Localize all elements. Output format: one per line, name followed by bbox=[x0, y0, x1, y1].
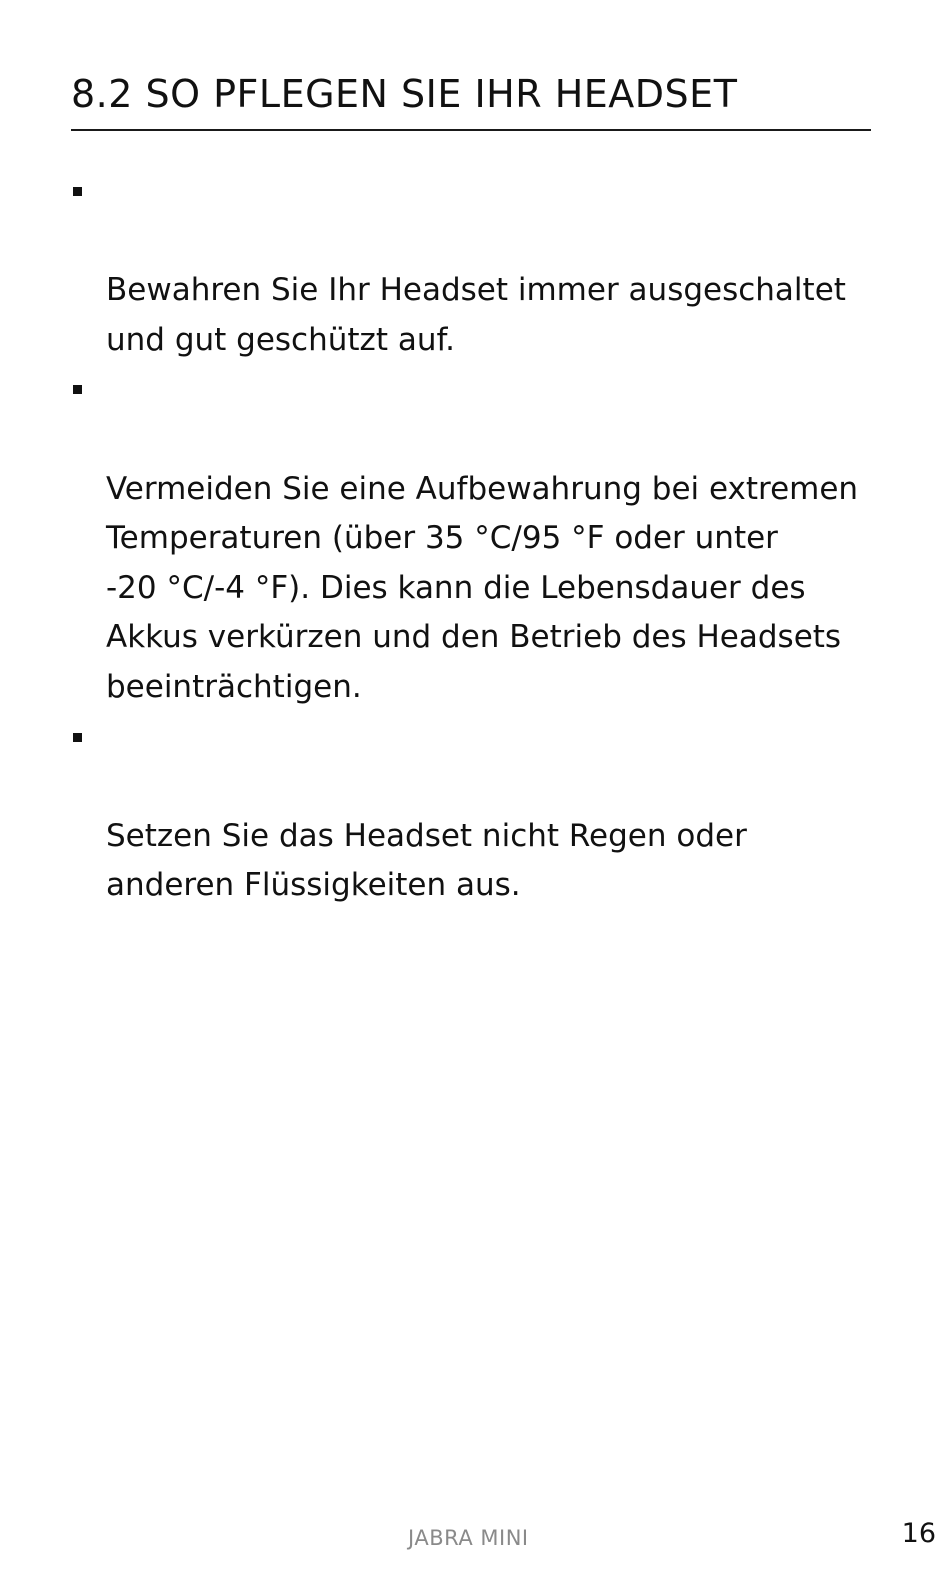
list-item-text: Bewahren Sie Ihr Headset immer ausgeschaltet und gut geschützt auf. bbox=[106, 272, 846, 358]
list-item bbox=[71, 167, 881, 365]
page-number: 16 bbox=[901, 1518, 936, 1549]
title-divider bbox=[71, 129, 871, 131]
square-bullet-icon bbox=[73, 385, 82, 394]
footer-product-name: JABRA MINI bbox=[408, 1526, 529, 1550]
list-item-text: Setzen Sie das Headset nicht Regen oder anderen Flüssigkeiten aus. bbox=[106, 817, 747, 904]
square-bullet-icon bbox=[73, 733, 82, 742]
square-bullet-icon bbox=[73, 187, 82, 196]
list-item-text: Vermeiden Sie eine Aufbewahrung bei extremen Temperaturen (über 35 °C/95 °F oder unter -20 °C/-4 °F). Dies kann die Lebensdauer des Akkus verkürzen und den Betrieb des Headsets beeinträchtigen. bbox=[106, 470, 859, 705]
list-item bbox=[71, 713, 881, 911]
list-item bbox=[71, 365, 881, 712]
section-title: 8.2 SO PFLEGEN SIE IHR HEADSET bbox=[71, 72, 738, 116]
care-instructions-list bbox=[71, 167, 881, 911]
